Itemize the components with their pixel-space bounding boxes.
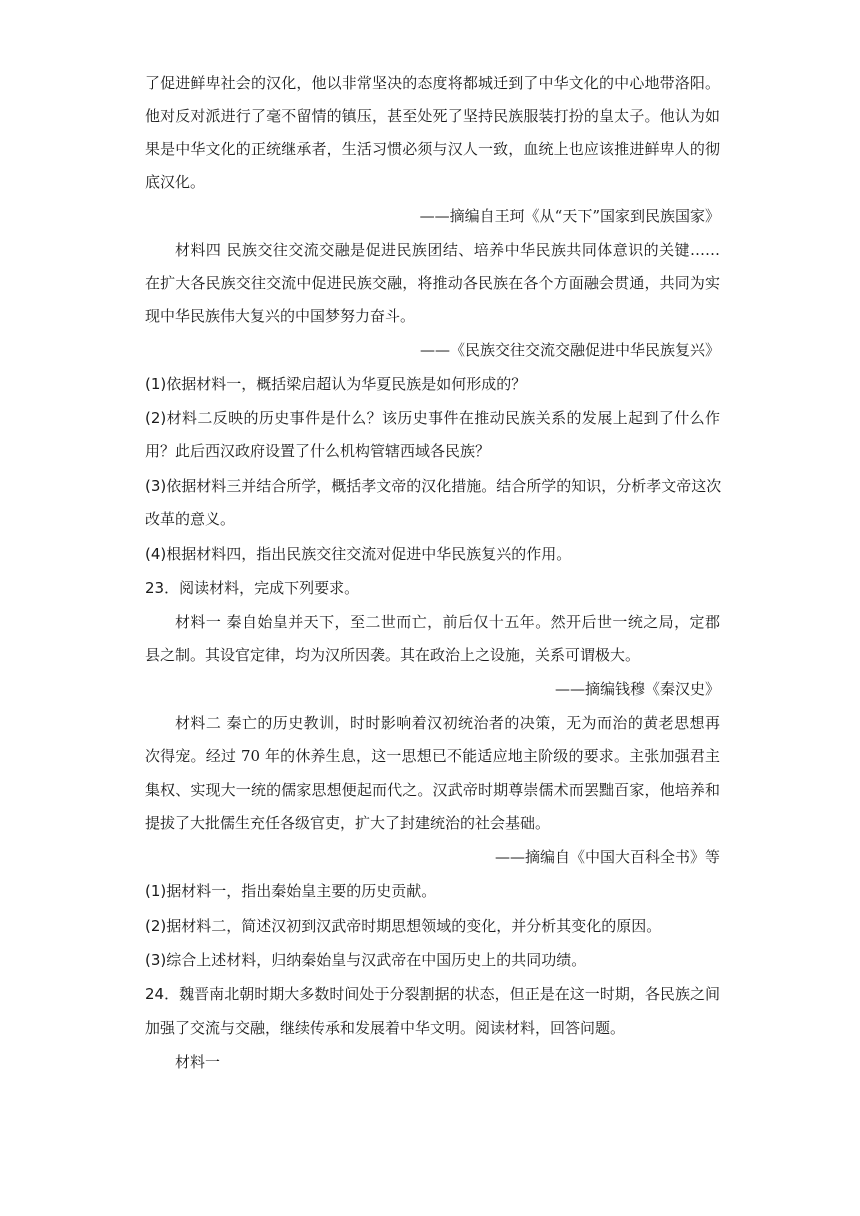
q23-material1-line-2: 县之制。其设官定律，均为汉所因袭。其在政治上之设施，关系可谓极大。 — [145, 646, 641, 664]
material4-line-3: 现中华民族伟大复兴的中国梦努力奋斗。 — [145, 307, 416, 325]
q23-material2-source: ——摘编自《中国大百科全书》等 — [494, 848, 720, 866]
q23-material2-line-3: 集权、实现大一统的儒家思想便起而代之。汉武帝时期尊崇儒术而罢黜百家，他培养和 — [145, 781, 720, 799]
material4-source: ——《民族交往交流交融促进中华民族复兴》 — [419, 341, 720, 359]
q23-question-2: (2)据材料二，简述汉初到汉武帝时期思想领域的变化，并分析其变化的原因。 — [145, 917, 662, 935]
q23-question-3: (3)综合上述材料，归纳秦始皇与汉武帝在中国历史上的共同功绩。 — [145, 951, 587, 969]
material3-line-3: 果是中华文化的正统继承者，生活习惯必须与汉人一致，血统上也应该推进鲜卑人的彻 — [145, 140, 720, 158]
q24-line-2: 加强了交流与交融，继续传承和发展着中华文明。阅读材料，回答问题。 — [145, 1019, 626, 1037]
q24-material1-label: 材料一 — [175, 1053, 221, 1071]
q23-heading: 23．阅读材料，完成下列要求。 — [145, 579, 360, 597]
q23-material2-line-4: 提拔了大批儒生充任各级官吏，扩大了封建统治的社会基础。 — [145, 814, 551, 832]
q22-question-2-line-2: 用？此后西汉政府设置了什么机构管辖西域各民族？ — [145, 442, 491, 460]
material3-line-1: 了促进鲜卑社会的汉化，他以非常坚决的态度将都城迁到了中华文化的中心地带洛阳。 — [145, 74, 720, 92]
q23-material2-line-1: 材料二 秦亡的历史教训，时时影响着汉初统治者的决策，无为而治的黄老思想再 — [175, 714, 720, 732]
q23-material1-line-1: 材料一 秦自始皇并天下，至二世而亡，前后仅十五年。然开后世一统之局，定郡 — [175, 613, 720, 631]
material3-line-2: 他对反对派进行了毫不留情的镇压，甚至处死了坚持民族服装打扮的皇太子。他认为如 — [145, 107, 720, 125]
q22-question-4: (4)根据材料四，指出民族交往交流对促进中华民族复兴的作用。 — [145, 545, 572, 563]
material4-line-1: 材料四 民族交往交流交融是促进民族团结、培养中华民族共同体意识的关键…… — [175, 241, 720, 259]
q23-question-1: (1)据材料一，指出秦始皇主要的历史贡献。 — [145, 882, 437, 900]
q23-material2-line-2: 次得宠。经过 70 年的休养生息，这一思想已不能适应地主阶级的要求。主张加强君主 — [145, 747, 720, 765]
q23-material1-source: ——摘编钱穆《秦汉史》 — [554, 680, 720, 698]
q22-question-3-line-2: 改革的意义。 — [145, 510, 236, 528]
q22-question-1: (1)依据材料一，概括梁启超认为华夏民族是如何形成的？ — [145, 375, 527, 393]
material4-line-2: 在扩大各民族交往交流中促进民族交融，将推动各民族在各个方面融会贯通，共同为实 — [145, 274, 720, 292]
q22-question-3-line-1: (3)依据材料三并结合所学，概括孝文帝的汉化措施。结合所学的知识，分析孝文帝这次 — [145, 477, 722, 495]
q24-line-1: 24．魏晋南北朝时期大多数时间处于分裂割据的状态，但正是在这一时期，各民族之间 — [145, 985, 720, 1003]
material3-line-4: 底汉化。 — [145, 173, 206, 191]
material3-source: ——摘编自王珂《从“天下”国家到民族国家》 — [419, 207, 720, 225]
q22-question-2-line-1: (2)材料二反映的历史事件是什么？该历史事件在推动民族关系的发展上起到了什么作 — [145, 409, 720, 427]
